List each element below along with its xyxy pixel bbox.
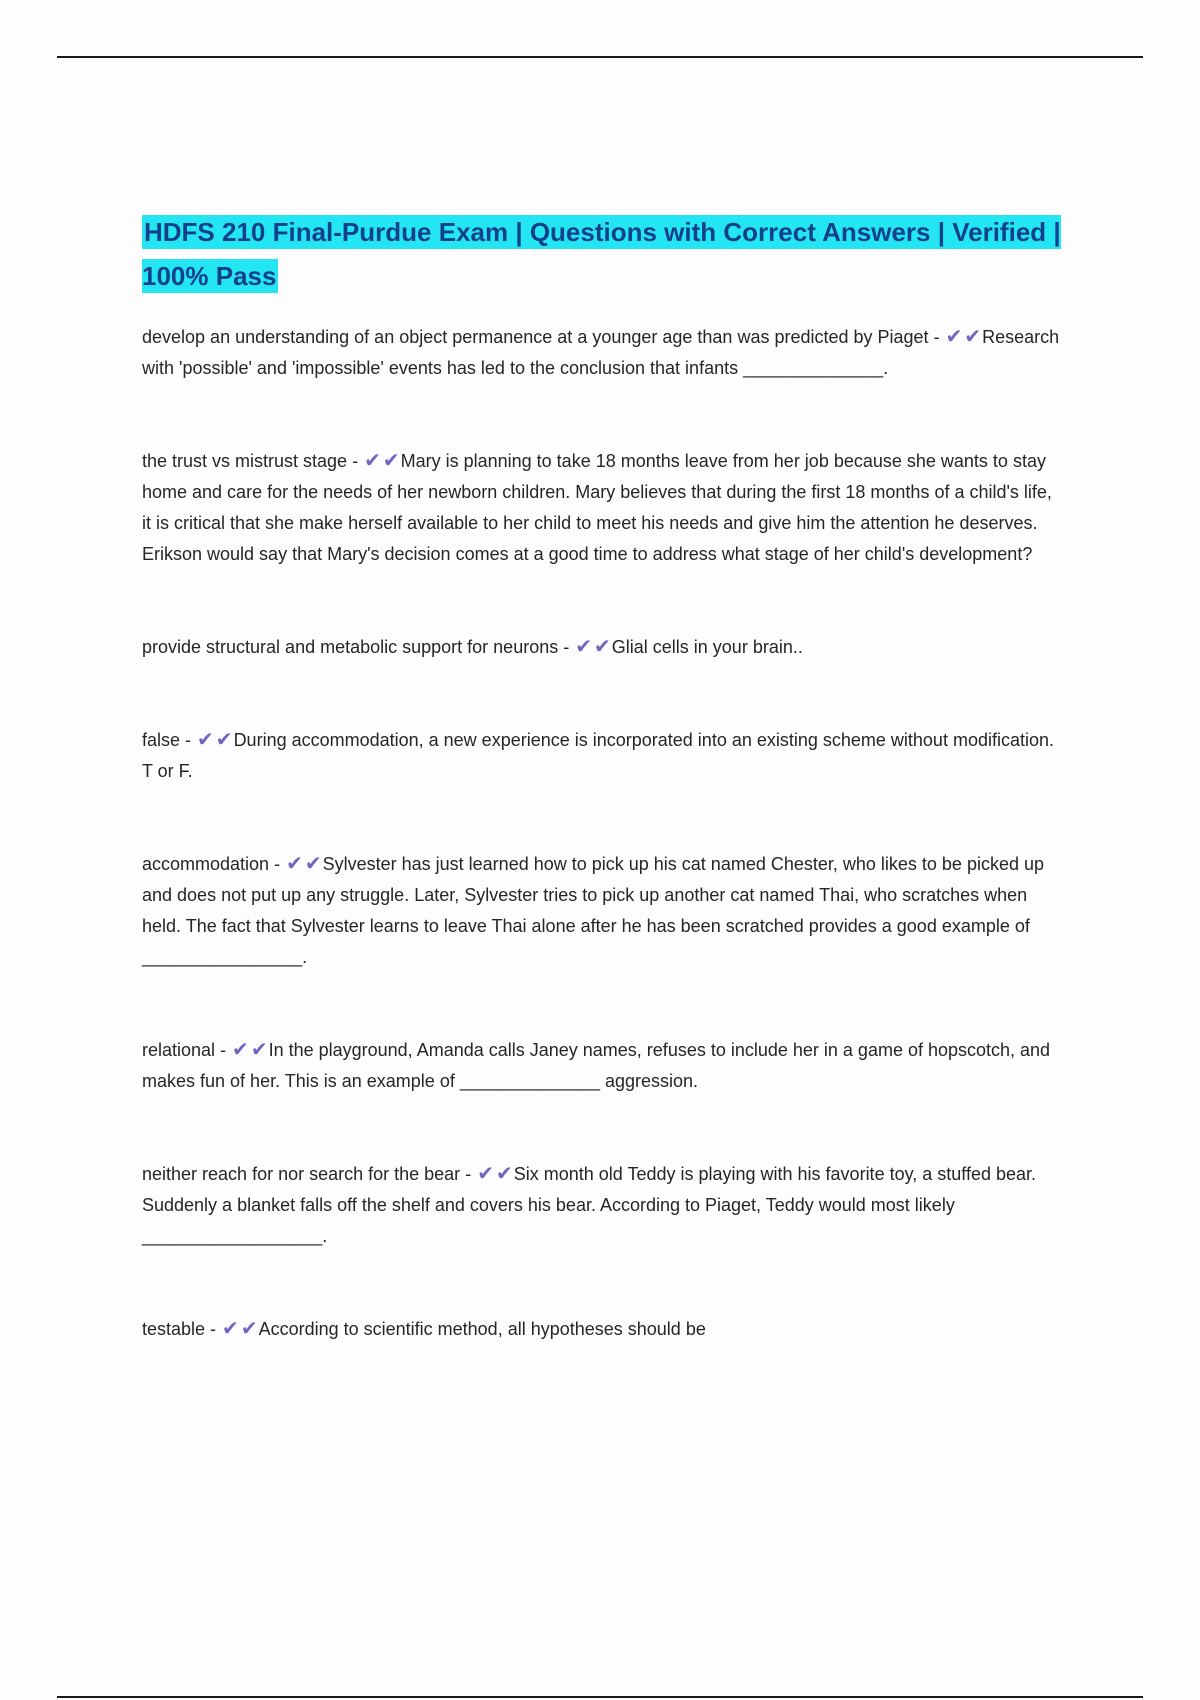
answer-text: accommodation (142, 854, 270, 874)
answer-text: the trust vs mistrust stage (142, 451, 348, 471)
qa-item-5 (142, 849, 1062, 973)
header-rule (57, 56, 1143, 58)
separator: - (347, 451, 364, 471)
separator: - (180, 730, 197, 750)
check-icon: ✔ (286, 853, 303, 875)
check-icon: ✔ (215, 729, 233, 751)
answer-text: develop an understanding of an object permanence at a younger age than was predicted by Piaget (142, 327, 929, 347)
qa-item-6 (142, 1035, 1062, 1097)
qa-item-3 (142, 632, 1062, 663)
check-icon: ✔ (304, 853, 322, 875)
separator: - (558, 637, 575, 657)
question-text: Glial cells in your brain.. (611, 637, 803, 657)
question-text: Mary is planning to take 18 months leave from her job because she wants to stay home and care for the needs of her newborn children. Mary believes that during the first 18 months of a child's life, it is critical that she make herself available to her child to meet his needs and give him the attention he deserves. Erikson would say that Mary's decision comes at a good time to address what stage of her child's development? (142, 451, 1052, 564)
check-icon: ✔ (477, 1163, 494, 1185)
check-icon: ✔ (364, 450, 381, 472)
check-icon: ✔ (495, 1163, 513, 1185)
check-icon: ✔ (197, 729, 214, 751)
separator: - (205, 1319, 222, 1339)
qa-item-8 (142, 1314, 1062, 1345)
separator: - (269, 854, 286, 874)
check-icon: ✔ (964, 326, 982, 348)
separator: - (460, 1164, 477, 1184)
question-text: According to scientific method, all hypotheses should be (258, 1319, 706, 1339)
document-title (142, 210, 1062, 298)
check-icon: ✔ (945, 326, 963, 348)
answer-text: neither reach for nor search for the bear (142, 1164, 461, 1184)
title-highlight: HDFS 210 Final-Purdue Exam | Questions with Correct Answers | Verified | 100% Pass (142, 217, 1061, 291)
footer-rule (57, 1696, 1143, 1698)
check-icon: ✔ (222, 1318, 239, 1340)
answer-text: false (142, 730, 181, 750)
separator: - (215, 1040, 232, 1060)
qa-item-4 (142, 725, 1062, 787)
check-icon: ✔ (240, 1318, 258, 1340)
check-icon: ✔ (250, 1039, 268, 1061)
check-icon: ✔ (232, 1039, 249, 1061)
answer-text: testable (142, 1319, 206, 1339)
question-text: In the playground, Amanda calls Janey names, refuses to include her in a game of hopscotch, and makes fun of her. This is an example of ______________ aggression. (142, 1040, 1051, 1091)
answer-text: provide structural and metabolic support for neurons (142, 637, 559, 657)
question-text: Six month old Teddy is playing with his favorite toy, a stuffed bear. Suddenly a blanket falls off the shelf and covers his bear. According to Piaget, Teddy would most likely __________________. (142, 1164, 1037, 1246)
question-text: Sylvester has just learned how to pick up his cat named Chester, who likes to be picked up and does not put up any struggle. Later, Sylvester tries to pick up another cat named Thai, who scratches when held. The fact that Sylvester learns to leave Thai alone after he has been scratched provides a good example of ________________. (142, 854, 1044, 967)
check-icon: ✔ (575, 636, 592, 658)
document-body (142, 210, 1062, 1345)
question-text: Research with 'possible' and 'impossible' events has led to the conclusion that infants ______________. (142, 327, 1060, 378)
qa-item-7 (142, 1159, 1062, 1252)
answer-text: relational (142, 1040, 216, 1060)
qa-item-1 (142, 322, 1062, 384)
check-icon: ✔ (382, 450, 400, 472)
separator: - (928, 327, 945, 347)
qa-item-2 (142, 446, 1062, 570)
check-icon: ✔ (594, 636, 611, 658)
question-text: During accommodation, a new experience is incorporated into an existing scheme without modification. T or F. (142, 730, 1054, 781)
